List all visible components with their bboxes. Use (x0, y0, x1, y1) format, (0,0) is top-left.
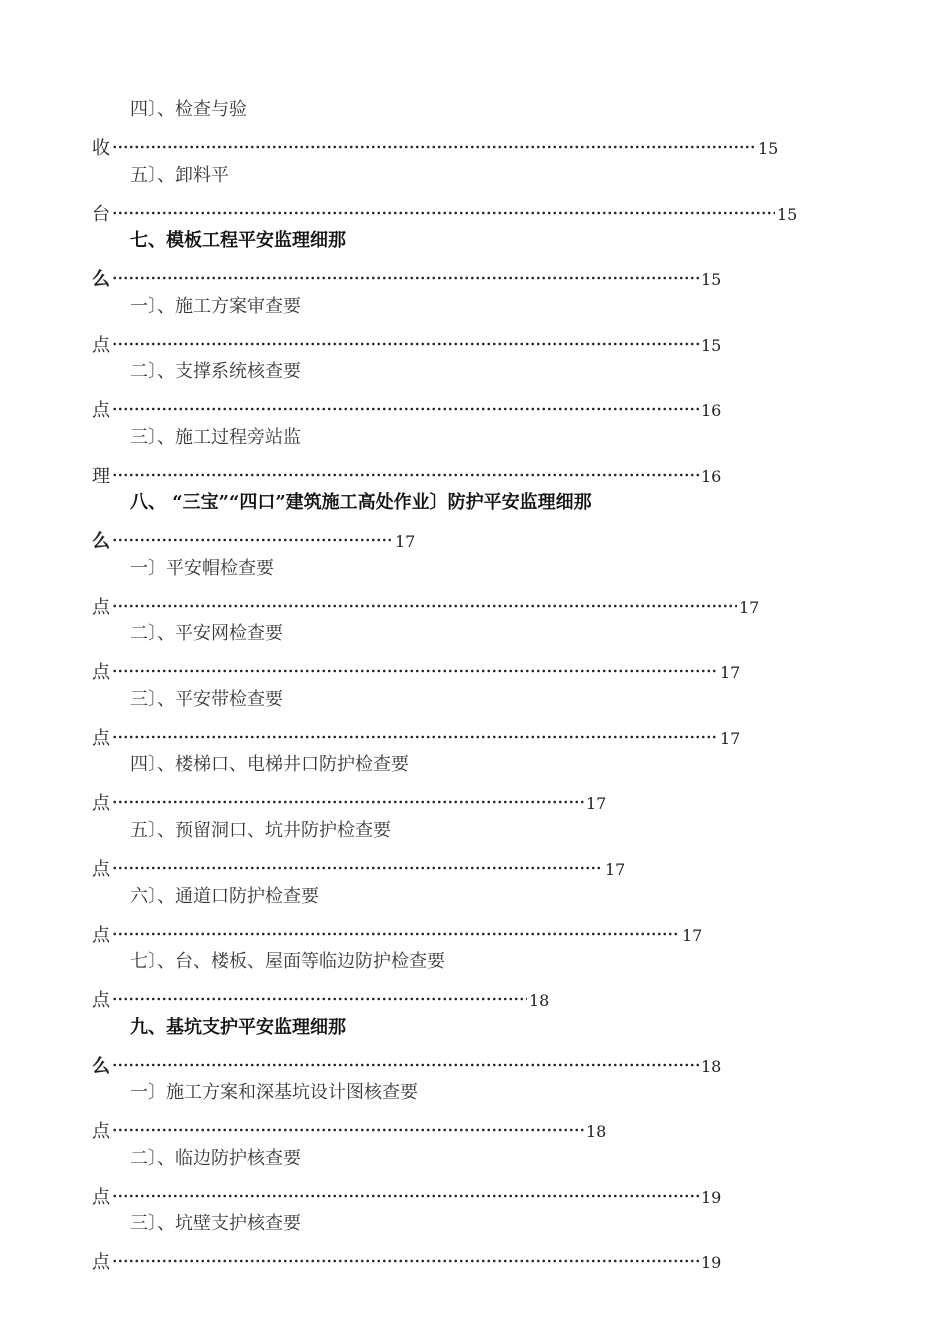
toc-entry (0, 1082, 950, 1148)
dot-leader (112, 525, 393, 547)
dot-leader (112, 1246, 699, 1268)
toc-entry-leader-line (92, 787, 607, 814)
dot-leader (112, 591, 737, 613)
toc-entry-tail: 点 (92, 990, 110, 1011)
dot-leader (112, 722, 718, 744)
toc-entry-leader-line (92, 722, 741, 749)
dot-leader (112, 394, 699, 416)
toc-entry-section (0, 230, 950, 296)
toc-entry-tail: 收 (92, 138, 110, 159)
toc-entry-tail: 么 (92, 531, 110, 552)
toc-section-title: 九、基坑支护平安监理细那 (130, 1017, 346, 1038)
toc-entry-tail: 点 (92, 925, 110, 946)
toc-entry (0, 165, 950, 231)
toc-entry-leader-line (92, 198, 798, 225)
toc-entry-leader-line (92, 132, 779, 159)
toc-entry-leader-line (92, 525, 416, 552)
toc-entry-title: 五〕、预留洞口、坑井防护检查要 (130, 820, 391, 841)
toc-entry-title: 四〕、检查与验 (130, 99, 247, 120)
dot-leader (112, 1115, 584, 1137)
dot-leader (112, 329, 699, 351)
dot-leader (112, 1181, 699, 1203)
toc-page-number: 19 (701, 1188, 722, 1207)
toc-page-number: 17 (605, 860, 626, 879)
toc-entry-title: 一〕施工方案和深基坑设计图核查要 (130, 1082, 418, 1103)
toc-page-number: 17 (586, 794, 607, 813)
toc-entry (0, 623, 950, 689)
toc-entry-tail: 点 (92, 335, 110, 356)
toc-entry-leader-line (92, 460, 722, 487)
toc-entry (0, 689, 950, 755)
toc-entry-tail: 点 (92, 1121, 110, 1142)
toc-section-title: 八、 “三宝”“四口”建筑施工高处作业〕防护平安监理细那 (130, 492, 592, 513)
toc-entry-title: 三〕、坑壁支护核查要 (130, 1213, 301, 1234)
toc-entry (0, 99, 950, 165)
toc-page-number: 18 (586, 1122, 607, 1141)
toc-entry-tail: 么 (92, 269, 110, 290)
toc-entry (0, 820, 950, 886)
toc-entry-title: 五〕、卸料平 (130, 165, 229, 186)
dot-leader (112, 984, 527, 1006)
toc-entry-title: 二〕、平安网检查要 (130, 623, 283, 644)
toc-entry-title: 一〕、施工方案审查要 (130, 296, 301, 317)
toc-entry-tail: 么 (92, 1056, 110, 1077)
dot-leader (112, 656, 718, 678)
toc-page-number: 17 (739, 598, 760, 617)
toc-entry-title: 四〕、楼梯口、电梯井口防护检查要 (130, 754, 409, 775)
toc-entry (0, 296, 950, 362)
toc-entry-section (0, 492, 950, 558)
toc-entry-leader-line (92, 394, 722, 421)
toc-entry-tail: 点 (92, 1252, 110, 1273)
toc-entry-leader-line (92, 1246, 722, 1273)
toc-entry-leader-line (92, 1181, 722, 1208)
toc-entry (0, 427, 950, 493)
toc-entry-leader-line (92, 984, 550, 1011)
toc-page-number: 17 (720, 729, 741, 748)
toc-entry-leader-line (92, 263, 722, 290)
toc-page-number: 17 (395, 532, 416, 551)
toc-entry (0, 951, 950, 1017)
toc-page-number: 16 (701, 467, 722, 486)
toc-entry (0, 1148, 950, 1214)
toc-entry-leader-line (92, 919, 703, 946)
toc-entry-title: 三〕、施工过程旁站监 (130, 427, 301, 448)
toc-entry-leader-line (92, 1115, 607, 1142)
toc-entry (0, 558, 950, 624)
toc-page-number: 19 (701, 1253, 722, 1272)
toc-entry-tail: 点 (92, 1187, 110, 1208)
toc-section-title: 七、模板工程平安监理细那 (130, 230, 346, 251)
toc-page-number: 15 (758, 139, 779, 158)
toc-page-number: 17 (720, 663, 741, 682)
toc-entry-title: 六〕、通道口防护检查要 (130, 886, 319, 907)
toc-entry (0, 361, 950, 427)
toc-entry-tail: 点 (92, 662, 110, 683)
toc-entry (0, 754, 950, 820)
toc-entry-leader-line (92, 853, 626, 880)
toc-entry-tail: 点 (92, 728, 110, 749)
dot-leader (112, 853, 603, 875)
toc-page-number: 15 (701, 336, 722, 355)
toc-entry-title: 三〕、平安带检查要 (130, 689, 283, 710)
toc-entry-tail: 理 (92, 466, 110, 487)
toc-page-number: 15 (777, 205, 798, 224)
toc-page-number: 18 (701, 1057, 722, 1076)
toc-entry-tail: 点 (92, 597, 110, 618)
toc-entry-tail: 点 (92, 793, 110, 814)
toc-entry-leader-line (92, 1050, 722, 1077)
dot-leader (112, 132, 756, 154)
toc-entry-title: 二〕、支撑系统核查要 (130, 361, 301, 382)
dot-leader (112, 919, 680, 941)
dot-leader (112, 263, 699, 285)
toc-entry-leader-line (92, 329, 722, 356)
toc-entry-leader-line (92, 591, 760, 618)
toc-page-number: 16 (701, 401, 722, 420)
toc-entry (0, 886, 950, 952)
toc-page-number: 17 (682, 926, 703, 945)
toc-entry-title: 七〕、台、楼板、屋面等临边防护检查要 (130, 951, 445, 972)
toc-entry-title: 二〕、临边防护核查要 (130, 1148, 301, 1169)
dot-leader (112, 787, 584, 809)
dot-leader (112, 1050, 699, 1072)
toc-entry-title: 一〕平安帽检查要 (130, 558, 274, 579)
toc-entry-tail: 台 (92, 204, 110, 225)
toc-entry (0, 1213, 950, 1279)
toc-entry-tail: 点 (92, 400, 110, 421)
toc-entry-leader-line (92, 656, 741, 683)
dot-leader (112, 460, 699, 482)
toc-page-number: 18 (529, 991, 550, 1010)
toc-page-number: 15 (701, 270, 722, 289)
dot-leader (112, 198, 775, 220)
toc-entry-tail: 点 (92, 859, 110, 880)
toc-entry-section (0, 1017, 950, 1083)
